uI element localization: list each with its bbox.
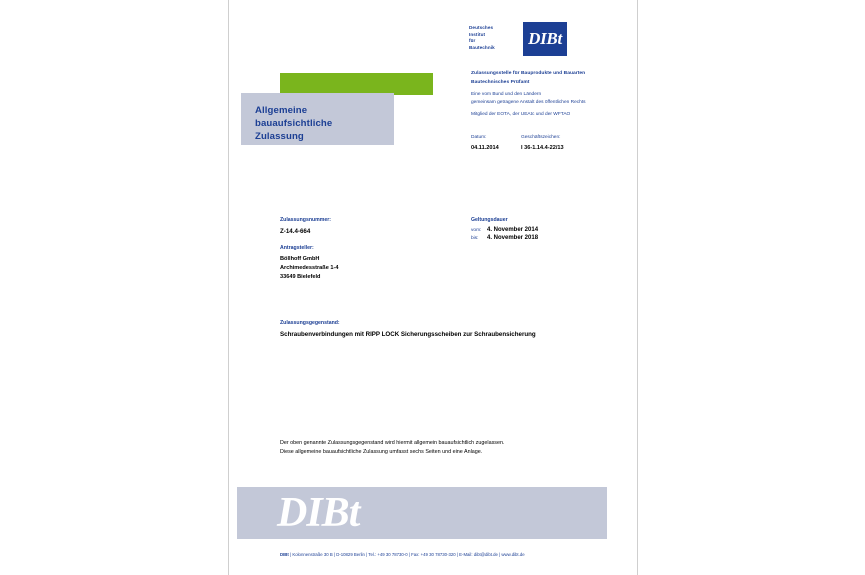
meta-block <box>471 134 636 153</box>
header-line-3: Eine vom Bund und den Ländern <box>471 92 542 98</box>
validity-from-value: 4. November 2014 <box>487 226 539 233</box>
validity-from-row <box>471 227 641 233</box>
header-line-4: gemeinsam getragene Anstalt des öffentlichen Rechts <box>471 100 586 106</box>
document-page <box>228 0 638 575</box>
title-line-1: Allgemeine <box>255 105 308 116</box>
gegenstand-value: Schraubenverbindungen mit RIPP LOCK Sicherungsscheiben zur Schraubensicherung <box>280 330 536 338</box>
subject-block <box>280 320 610 339</box>
validity-to-key: bis: <box>471 235 479 241</box>
statement-block <box>280 439 610 457</box>
title-text <box>255 105 332 144</box>
gegenstand-label: Zulassungsgegenstand: <box>280 320 340 326</box>
institute-line-4: Bautechnik <box>469 44 495 50</box>
header-line-5: Mitglied der EOTA, der UEAtc und der WFTAO <box>471 111 571 117</box>
spacer <box>280 236 460 245</box>
antragsteller-city: 33649 Bielefeld <box>280 274 321 281</box>
antragsteller-name: Böllhoff GmbH <box>280 256 320 263</box>
antragsteller-street: Archimedesstraße 1-4 <box>280 265 339 272</box>
geschaeftszeichen-label: Geschäftszeichen: <box>521 135 561 140</box>
meta-labels-row <box>471 134 636 142</box>
institute-line-1: Deutsches <box>469 25 494 30</box>
statement-line-2: Diese allgemeine bauaufsichtliche Zulassung umfasst sechs Seiten und eine Anlage. <box>280 448 483 455</box>
validity-to-row <box>471 235 641 241</box>
approval-number-block <box>280 217 460 282</box>
footer-logo-band <box>237 487 607 539</box>
validity-from-key: vom: <box>471 227 482 233</box>
page-content <box>229 0 637 575</box>
geltungsdauer-label: Geltungsdauer <box>471 217 508 223</box>
footer-contact-text: | Kolonnenstraße 30 B | D-10829 Berlin | Tel.: +49 30 78730-0 | Fax: +49 30 78730-320 | E-Mail: dibt@dibt.de | www.dibt.de <box>288 552 525 557</box>
geschaeftszeichen-value: I 36-1.14.4-22/13 <box>521 144 564 151</box>
meta-values-row <box>471 142 636 153</box>
datum-value: 04.11.2014 <box>471 144 499 151</box>
zulassungsnummer-label: Zulassungsnummer: <box>280 217 332 223</box>
dibt-wordmark: DIBt <box>523 22 567 56</box>
title-line-3: Zulassung <box>255 130 304 142</box>
header-subtitle-block <box>471 70 636 119</box>
institute-name <box>465 22 523 56</box>
green-accent-bar <box>280 73 433 95</box>
header-line-2: Bautechnisches Prüfamt <box>471 79 530 85</box>
header-line-1: Zulassungsstelle für Bauprodukte und Bauarten <box>471 71 586 76</box>
institute-line-2: Institut <box>469 31 486 37</box>
title-line-2: bauaufsichtliche <box>255 117 333 129</box>
footer-contact-line <box>280 552 630 558</box>
antragsteller-label: Antragsteller: <box>280 245 314 252</box>
validity-block <box>471 217 641 241</box>
dibt-logo <box>465 22 567 56</box>
institute-line-3: für <box>469 38 476 44</box>
footer-dibt-wordmark: DIBt <box>277 490 360 536</box>
footer-brand: DIBt <box>280 552 289 557</box>
datum-label: Datum: <box>471 135 487 140</box>
zulassungsnummer-value: Z-14.4-664 <box>280 227 311 235</box>
title-block <box>241 93 394 145</box>
statement-line-1: Der oben genannte Zulassungsgegenstand wird hiermit allgemein bauaufsichtlich zugelassen. <box>280 440 505 446</box>
validity-to-value: 4. November 2018 <box>487 234 539 241</box>
